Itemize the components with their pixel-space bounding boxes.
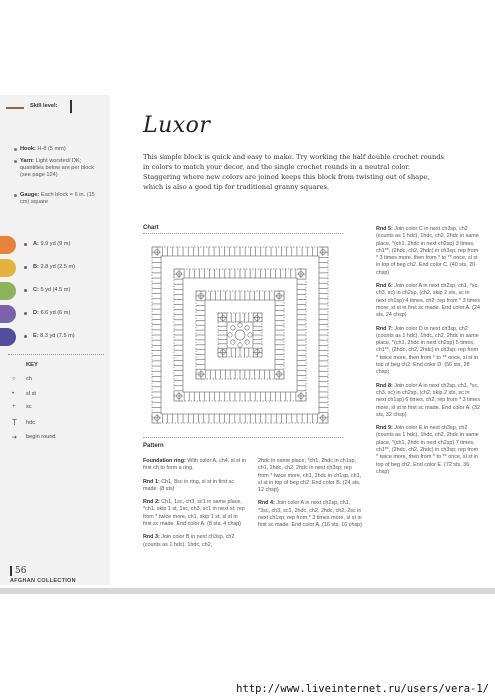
yarn-swatch-a [0, 236, 110, 254]
bullet-icon [14, 160, 17, 163]
chart-chain-stitch [228, 333, 232, 337]
chart-chain-stitch [245, 340, 249, 344]
bullet-icon [14, 148, 17, 151]
yarn-swatch-e [0, 328, 110, 346]
bullet-icon [24, 266, 27, 269]
yarn-info [20, 158, 100, 179]
pattern-divider [143, 437, 343, 438]
key-label-sc: sc [26, 404, 32, 410]
key-label-slst: sl st [26, 391, 36, 397]
page-footer [6, 566, 126, 586]
pattern-column-1 [143, 458, 247, 555]
yarn-color-bar [0, 236, 16, 254]
chart-heading: Chart [143, 225, 159, 231]
bullet-icon [24, 289, 27, 292]
pattern-step: Rnd 5: Join color C in next ch3sp, ch2 (counts as 1 hdc), 1hdc, ch2, 2hdc in same place, *(ch1, 2hdc in next ch2sp) 3 times, ch1**, (2hdc, ch2, 2hdc) in ch3sp; rep from * 3 times more, then from * to ** once, sl st in top of beg ch2. End color C. (40 sts, 20 chsp) [376, 226, 479, 276]
key-label-hdc: hdc [26, 420, 36, 426]
pattern-step: Rnd 1: Ch1, 8sc in ring, sl st in first sc made. (8 sts) [143, 478, 235, 492]
page-number: 56 [10, 566, 26, 576]
yarn-value: Light worsted/ DK; quantities below are per block (see page 124) [20, 158, 95, 178]
key-label-begin-round: begin round [26, 434, 56, 440]
pattern-column-3 [376, 226, 480, 482]
pattern-step: Rnd 8: Join color A in next ch2sp, ch1, *sc, ch3, sc) in ch2sp, (ch2, skip 2 sts, sc in next ch1sp) 6 times, ch2; rep from * 3 times more, sl st in first sc made. End color A. (32 sts, 32 chsp) [376, 382, 480, 418]
pattern-heading: Pattern [143, 443, 164, 449]
pattern-step: Foundation ring: With color A, ch4, sl st in first ch to form a ring. [143, 458, 247, 472]
pattern-step: Rnd 3: Join color B in next ch3sp, ch2 (counts as 1 hdc), 1hdc, ch2, [143, 534, 235, 548]
yarn-amount-b: B: 2.8 yd (2.5 m) [33, 264, 75, 270]
yarn-color-bar [0, 259, 16, 277]
yarn-color-bar [0, 305, 16, 323]
key-label-ch: ch [26, 376, 32, 382]
chain-icon: ○ [12, 376, 16, 382]
gauge-info [20, 192, 100, 206]
chart-chain-stitch [231, 340, 235, 344]
slip-stitch-icon: • [12, 391, 15, 397]
pattern-step: 2hdc in same place, *ch1, 2hdc in ch1sp, ch1, 2hdc, ch2, 2hdc in next ch3sp; rep from * twice more, ch1, 2hdc in ch1sp, ch1, sl st in top of beg ch2. End color B. (24 sts, 12 chsp) [258, 458, 362, 494]
yarn-color-bar [0, 282, 16, 300]
gauge-label: Gauge: [20, 192, 40, 198]
key-title: KEY [26, 362, 38, 368]
hook-value: H-8 (5 mm) [37, 146, 66, 152]
hook-label: Hook: [20, 146, 36, 152]
yarn-amount-d: D: 6.6 yd (6 m) [33, 310, 71, 316]
key-legend [0, 362, 110, 452]
yarn-label: Yarn: [20, 158, 34, 164]
pattern-step: Rnd 9: Join color E in next ch3sp, ch2 (counts as 1 hdc), 1hdc, ch2, 2hdc in same place, *(ch1, 2hdc in next ch2sp) 7 times, ch1**, (2hdc, ch2, 2hdc) in ch3sp; rep from * twice more, then from * to ** once, sl st in top of beg ch2. End color E. (72 sts, 36 chsp) [376, 425, 479, 475]
yarn-swatch-d [0, 305, 110, 323]
chart-corner-chain [255, 316, 260, 321]
pattern-step: Rnd 7: Join color D in next ch3sp, ch2 (counts as 1 hdc), 1hdc, ch2, 2hdc in same place, *(ch1, 2hdc in next ch2sp) 5 times, ch1**, (2hdc, ch2, 2hdc) in ch3sp; rep from * twice more, then from * to ** once, sl st in top of beg ch2. End color D. (56 sts, 28 chsp) [376, 325, 479, 376]
crochet-chart [145, 240, 335, 430]
chart-chain-stitch [245, 326, 249, 330]
hook-info [20, 146, 100, 153]
yarn-amount-e: E: 8.3 yd (7.5 m) [33, 333, 75, 339]
skill-bar-icon [70, 100, 72, 113]
bullet-icon [24, 335, 27, 338]
yarn-swatch-c [0, 282, 110, 300]
yarn-color-bar [0, 328, 16, 346]
bullet-icon [14, 194, 17, 197]
yarn-swatch-b [0, 259, 110, 277]
skill-label: Skill level: [30, 103, 58, 109]
chart-round-inner [205, 300, 275, 370]
chart-chain-stitch [238, 343, 242, 347]
chart-round-outline [174, 269, 306, 401]
chart-corner-chain [221, 350, 226, 355]
bullet-icon [24, 243, 27, 246]
chart-chain-stitch [248, 333, 252, 337]
chart-round-inner [227, 322, 253, 348]
chart-corner-chain [221, 316, 226, 321]
gauge-value: Each block = 6 in. (15 cm) square [20, 192, 95, 205]
begin-round-arrow-icon: ➔ [12, 435, 18, 441]
bullet-icon [24, 312, 27, 315]
skill-dots-icon [6, 107, 24, 109]
pattern-step: Rnd 6: Join color A in next ch2sp, ch1, *sc, ch3, sc) in ch2sp, (ch2, skip 2 sts, sc in next ch1sp) 4 times, ch2; rep from * 3 times more, sl st in first sc made. End color A. (24 sts, 24 chsp) [376, 283, 480, 319]
chart-center-ring [235, 330, 245, 340]
source-url[interactable]: http://www.liveinternet.ru/users/vera-1/ [236, 683, 489, 695]
yarn-amount-a: A: 9.9 yd (9 m) [33, 241, 71, 247]
chart-corner-chain [255, 350, 260, 355]
pattern-step: Rnd 2: Ch1, 1sc, ch3, sc1 in same place, *ch1, skip 1 st, 1sc, ch3, sc1 in next st; rep from * twice more, ch1, skip 1 st, sl st in first sc made. End color A. (8 sts, 4 chsp) [143, 499, 245, 528]
single-crochet-icon: + [12, 404, 16, 410]
pattern-step: Rnd 4: Join color A in next ch2sp, ch1, *3sc, ch3, sc1, 2hdc, ch2, 2hdc, ch2, 2sc in next ch1sp; rep from * 3 times more, sl st in first sc made. End color A. (16 sts, 16 chsp) [258, 500, 362, 529]
sidebar-divider [8, 354, 104, 355]
chart-round-inner [161, 256, 319, 414]
half-double-crochet-icon: T [12, 418, 17, 427]
chart-chain-stitch [238, 323, 242, 327]
chart-chain-stitch [231, 326, 235, 330]
intro-paragraph: This simple block is quick and easy to make. Try working the half double crochet rounds in colors to match your decor, and the single crochet rounds in a neutral color. Staggering where new colors are joined keeps this block from twisting out of shape, which is also a good tip for traditional granny squares. [143, 153, 444, 191]
page-title: Luxor [143, 113, 211, 138]
yarn-amount-c: C: 5 yd (4.5 m) [33, 287, 71, 293]
footer-rule [0, 588, 495, 594]
pattern-column-2 [258, 458, 362, 536]
footer-label: AFGHAN COLLECTION [10, 578, 76, 584]
chart-round-outline [196, 291, 284, 379]
chart-divider [143, 233, 343, 234]
